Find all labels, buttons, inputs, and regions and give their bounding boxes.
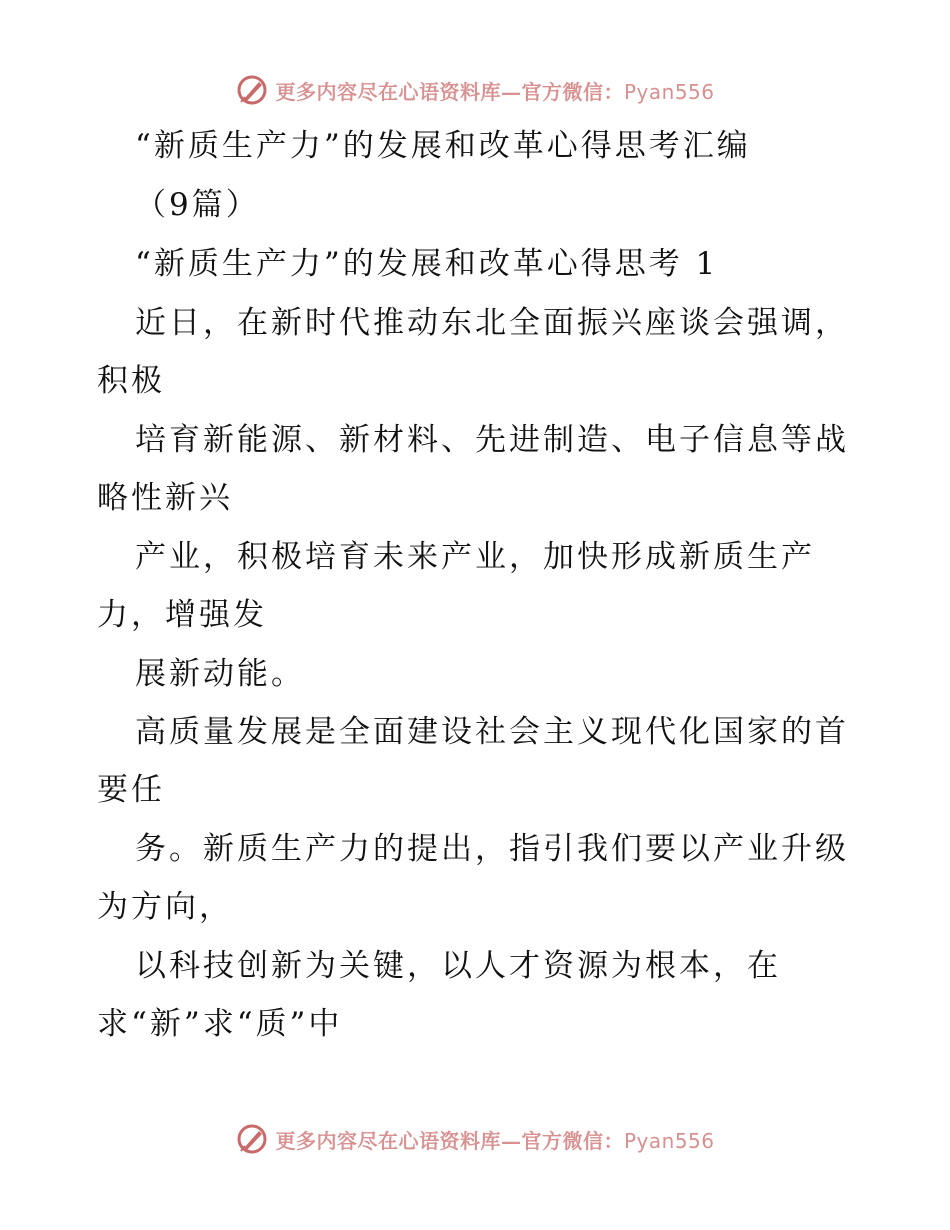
- banner-text: [275, 1125, 714, 1154]
- banner-text: [275, 76, 714, 105]
- body-line: 展新动能。: [135, 656, 305, 692]
- body-line: 略性新兴: [97, 480, 233, 516]
- body-line: 近日，在新时代推动东北全面振兴座谈会强调，: [135, 305, 849, 341]
- document-title-line-2: （9篇）: [135, 187, 260, 223]
- body-line: 求“新”求“质”中: [97, 1006, 343, 1042]
- banner-content: [235, 73, 714, 107]
- body-line: 以科技创新为关键，以人才资源为根本，在: [135, 948, 781, 984]
- body-line: 为方向，: [97, 889, 233, 925]
- body-line: 高质量发展是全面建设社会主义现代化国家的首: [135, 714, 849, 750]
- body-line: 务。新质生产力的提出，指引我们要以产业升级: [135, 831, 849, 867]
- site-name: 更多内容尽在心语资料库: [275, 79, 501, 104]
- wechat-id: Pyan556: [623, 79, 715, 104]
- body-line: 力，增强发: [97, 597, 267, 633]
- banner-content: [235, 1122, 714, 1156]
- header-banner: [0, 70, 950, 110]
- section-heading: “新质生产力”的发展和改革心得思考 1: [135, 246, 719, 282]
- body-line: 积极: [97, 363, 165, 399]
- quill-pen-icon: [235, 73, 269, 107]
- body-line: 培育新能源、新材料、先进制造、电子信息等战: [135, 422, 849, 458]
- banner-dash: —: [500, 79, 522, 104]
- footer-banner: [0, 1119, 950, 1159]
- site-name: 更多内容尽在心语资料库: [275, 1128, 501, 1153]
- quill-pen-icon: [235, 1122, 269, 1156]
- body-line: 产业，积极培育未来产业，加快形成新质生产: [135, 539, 815, 575]
- banner-dash: —: [500, 1128, 522, 1153]
- wechat-id: Pyan556: [623, 1128, 715, 1153]
- wechat-label: 官方微信：: [521, 1128, 624, 1153]
- body-line: 要任: [97, 772, 165, 808]
- document-title-line-1: “新质生产力”的发展和改革心得思考汇编: [135, 128, 751, 164]
- wechat-label: 官方微信：: [521, 79, 624, 104]
